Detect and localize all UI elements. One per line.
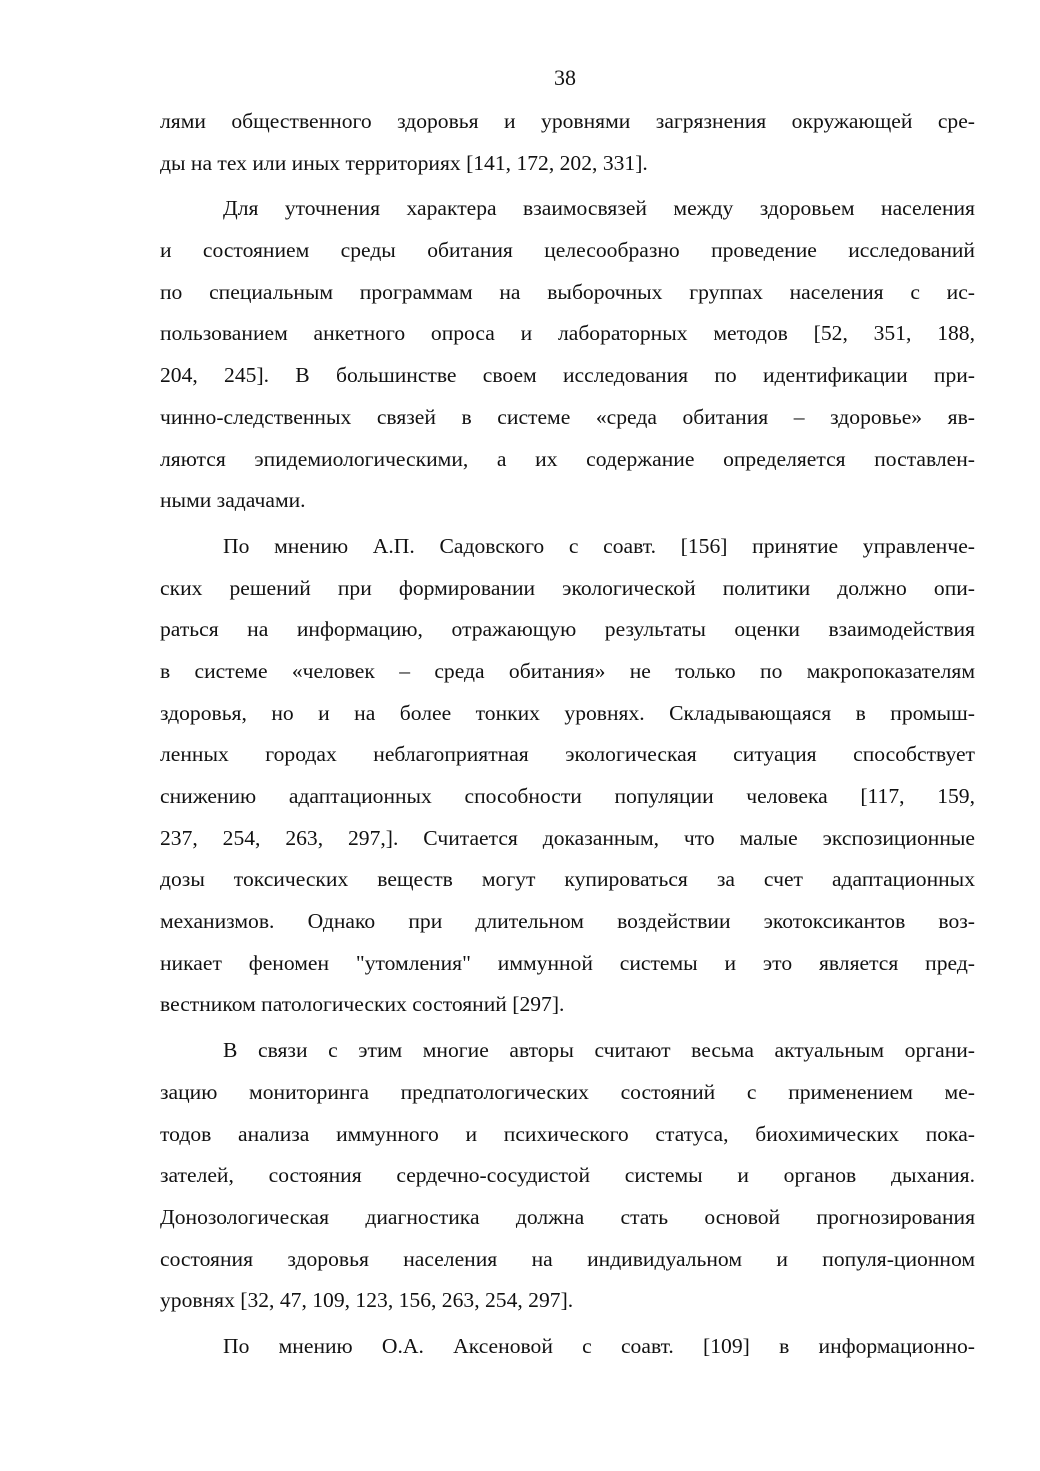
text-line: механизмов. Однако при длительном воздействии экотоксикантов воз- [160,909,975,934]
text-line: в системе «человек – среда обитания» не только по макропоказателям [160,658,975,683]
text-line: Для уточнения характера взаимосвязей между здоровьем населения [223,196,975,221]
text-line: пользованием анкетного опроса и лабораторных методов [52, 351, 188, [160,321,975,346]
text-line: тодов анализа иммунного и психического статуса, биохимических пока- [160,1121,975,1146]
text-line: Донозологическая диагностика должна стать основой прогнозирования [160,1204,975,1229]
text-line: здоровья, но и на более тонких уровнях. Складывающаяся в промыш- [160,700,975,725]
text-line: дозы токсических веществ могут купироваться за счет адаптационных [160,867,975,892]
text-line: вестником патологических состояний [297]. [160,992,565,1017]
text-line: ленных городах неблагоприятная экологическая ситуация способствует [160,742,975,767]
text-line: и состоянием среды обитания целесообразно проведение исследований [160,238,975,263]
text-line: зацию мониторинга предпатологических состояний с применением ме- [160,1079,975,1104]
text-line: ских решений при формировании экологической политики должно опи- [160,575,975,600]
text-line: ды на тех или иных территориях [141, 172, 202, 331]. [160,150,648,175]
page-number: 38 [554,65,576,90]
paragraph [160,1326,975,1368]
text-line: никает феномен "утомления" иммунной системы и это является пред- [160,950,975,975]
text-line: чинно-следственных связей в системе «среда обитания – здоровье» яв- [160,404,975,429]
body-text [160,101,975,1368]
text-line: уровнях [32, 47, 109, 123, 156, 263, 254, 297]. [160,1288,574,1313]
paragraph [160,526,975,1026]
text-line: По мнению А.П. Садовского с соавт. [156] принятие управленче- [223,533,975,558]
text-line: 237, 254, 263, 297,]. Считается доказанным, что малые экспозиционные [160,825,975,850]
text-line: состояния здоровья населения на индивидуальном и популя-ционном [160,1246,975,1271]
text-line: раться на информацию, отражающую результаты оценки взаимодействия [160,617,975,642]
paragraph [160,101,975,184]
text-line: В связи с этим многие авторы считают весьма актуальным органи- [223,1038,975,1063]
text-line: по специальным программам на выборочных группах населения с ис- [160,279,975,304]
text-line: ляются эпидемиологическими, а их содержание определяется поставлен- [160,446,975,471]
text-line: По мнению О.А. Аксеновой с соавт. [109] в информационно- [223,1333,975,1358]
paragraph [160,1030,975,1322]
text-line: 204, 245]. В большинстве своем исследования по идентификации при- [160,363,975,388]
text-line: зателей, состояния сердечно-сосудистой системы и органов дыхания. [160,1163,975,1188]
paragraph [160,188,975,522]
text-line: ными задачами. [160,488,306,513]
text-line: лями общественного здоровья и уровнями загрязнения окружающей сре- [160,109,975,133]
text-line: снижению адаптационных способности популяции человека [117, 159, [160,784,975,808]
